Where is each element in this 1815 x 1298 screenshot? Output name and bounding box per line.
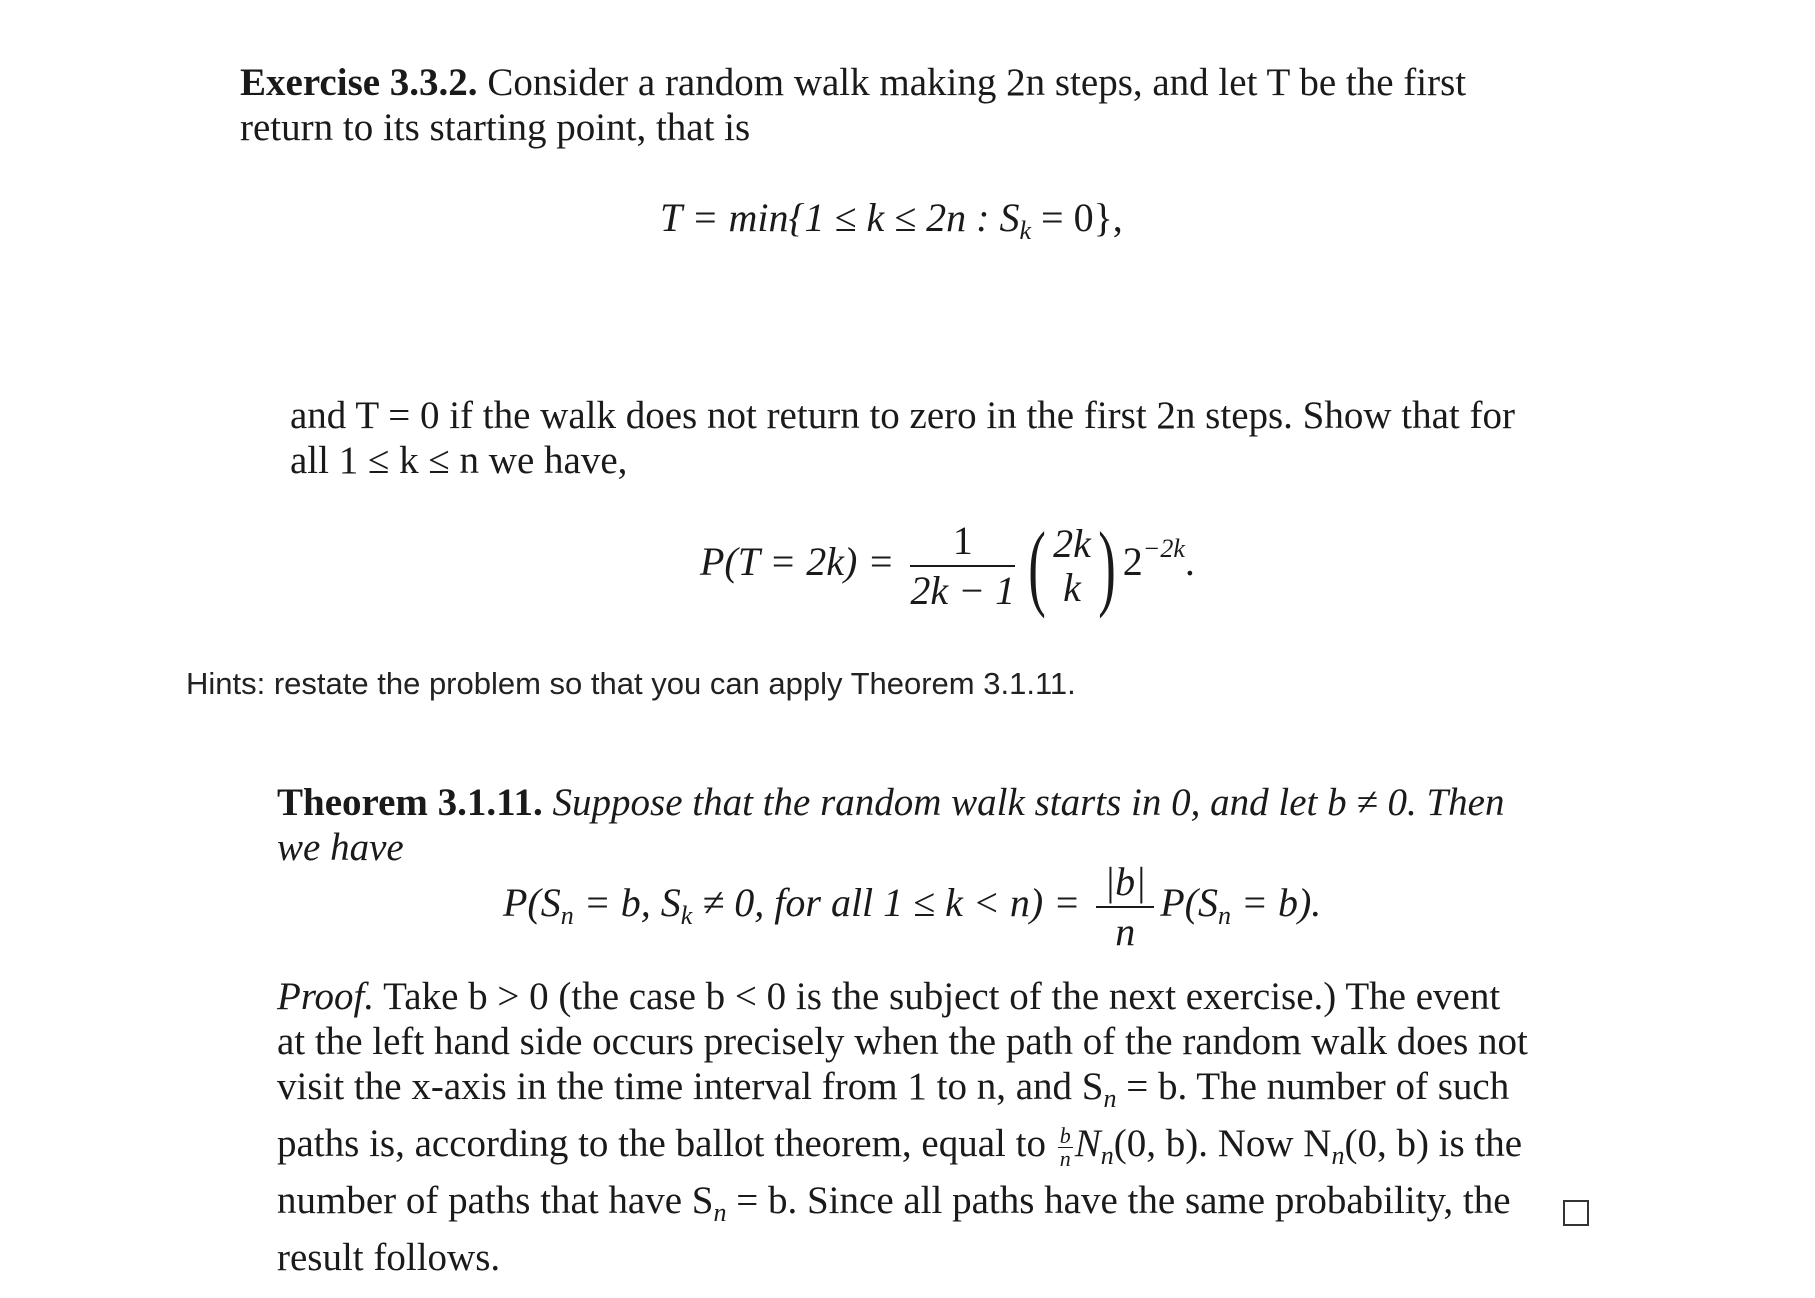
binomial bbox=[1053, 522, 1091, 610]
theorem-line-1 bbox=[277, 780, 1697, 825]
proof bbox=[277, 974, 1697, 1280]
theorem-label: Theorem 3.1.11. bbox=[277, 781, 543, 824]
theorem-line-2: we have bbox=[277, 826, 404, 869]
exercise-line-2: return to its starting point, that is bbox=[240, 106, 751, 149]
proof-N: N bbox=[1074, 1122, 1101, 1165]
small-frac-den: n bbox=[1059, 1145, 1071, 1171]
eq2-end: . bbox=[1184, 539, 1195, 585]
th-eq-lhs: P(S bbox=[503, 880, 561, 926]
proof-sub-3: n bbox=[1103, 1084, 1117, 1113]
exercise-line-1 bbox=[240, 60, 1640, 105]
proof-sub-5: n bbox=[713, 1198, 727, 1227]
binom-top: 2k bbox=[1053, 521, 1091, 566]
proof-text-3: visit the x-axis in the time interval from 1 to n, and S bbox=[277, 1065, 1104, 1108]
exercise-intro bbox=[240, 60, 1640, 150]
condition-line-2: all 1 ≤ k ≤ n we have, bbox=[290, 439, 628, 482]
proof-text-5: number of paths that have S bbox=[277, 1179, 714, 1222]
exercise-intro-text: Consider a random walk making 2n steps, and let T be the first bbox=[477, 61, 1467, 104]
proof-small-fraction bbox=[1058, 1122, 1073, 1171]
condition-line-1: and T = 0 if the walk does not return to zero in the first 2n steps. Show that for bbox=[290, 394, 1515, 437]
th-eq-rhs-sub: n bbox=[1217, 901, 1231, 931]
equation-first-return bbox=[660, 194, 1123, 246]
th-eq-frac-den: n bbox=[1115, 909, 1136, 954]
eq2-exp: −2k bbox=[1142, 534, 1185, 564]
proof-tail-5: = b. Since all paths have the same probability, the bbox=[726, 1179, 1511, 1222]
proof-line-6: result follows. bbox=[277, 1236, 501, 1279]
th-eq-mid: = b, S bbox=[573, 880, 681, 926]
proof-tail-3: = b. The number of such bbox=[1116, 1065, 1510, 1108]
proof-line-2: at the left hand side occurs precisely when the path of the random walk does not bbox=[277, 1020, 1528, 1063]
left-paren: ( bbox=[1028, 512, 1046, 619]
eq2-lhs: P(T = 2k) = bbox=[700, 539, 895, 585]
right-paren: ) bbox=[1098, 512, 1116, 619]
proof-line-3 bbox=[277, 1064, 1697, 1121]
th-eq-sub1: n bbox=[560, 901, 574, 931]
small-frac-num: b bbox=[1059, 1122, 1071, 1148]
proof-text-1: Take b > 0 (the case b < 0 is the subject of the next exercise.) The event bbox=[374, 975, 1501, 1018]
th-eq-frac-num: |b| bbox=[1096, 860, 1154, 908]
proof-sub-4b: n bbox=[1331, 1141, 1345, 1170]
proof-sub-4: n bbox=[1100, 1141, 1114, 1170]
eq2-fraction bbox=[910, 519, 1015, 613]
eq1-tail: = 0}, bbox=[1031, 195, 1123, 240]
proof-line-1 bbox=[277, 974, 1697, 1019]
th-eq-tail: ≠ 0, for all 1 ≤ k < n) = bbox=[692, 880, 1081, 926]
hint-text: Hints: restate the problem so that you can apply Theorem 3.1.11. bbox=[186, 666, 1076, 701]
proof-line-5 bbox=[277, 1178, 1697, 1235]
th-eq-rhs-tail: = b). bbox=[1230, 880, 1322, 926]
th-eq-fraction bbox=[1096, 860, 1154, 954]
qed-square-icon bbox=[1563, 1200, 1589, 1226]
theorem-statement: Suppose that the random walk starts in 0, and let b ≠ 0. Then bbox=[542, 781, 1505, 824]
exercise-label: Exercise 3.3.2. bbox=[240, 61, 478, 104]
proof-end-4: (0, b) is the bbox=[1344, 1122, 1523, 1165]
th-eq-rhs: P(S bbox=[1160, 880, 1218, 926]
th-eq-sub2: k bbox=[680, 901, 693, 931]
eq2-base: 2 bbox=[1122, 539, 1143, 585]
proof-label: Proof. bbox=[277, 975, 375, 1018]
exercise-condition bbox=[290, 393, 1710, 483]
theorem-equation bbox=[503, 860, 1321, 954]
eq1-sub: k bbox=[1019, 216, 1032, 245]
eq1-main: T = min{1 ≤ k ≤ 2n : S bbox=[660, 195, 1020, 240]
theorem bbox=[277, 780, 1697, 870]
proof-tail-4: (0, b). Now N bbox=[1113, 1122, 1332, 1165]
eq2-frac-den: 2k − 1 bbox=[910, 568, 1016, 613]
binom-bottom: k bbox=[1063, 565, 1081, 610]
proof-text-4: paths is, according to the ballot theorem, equal to bbox=[277, 1122, 1056, 1165]
proof-line-4 bbox=[277, 1121, 1697, 1178]
eq2-frac-num: 1 bbox=[910, 519, 1015, 567]
equation-probability bbox=[700, 512, 1195, 619]
